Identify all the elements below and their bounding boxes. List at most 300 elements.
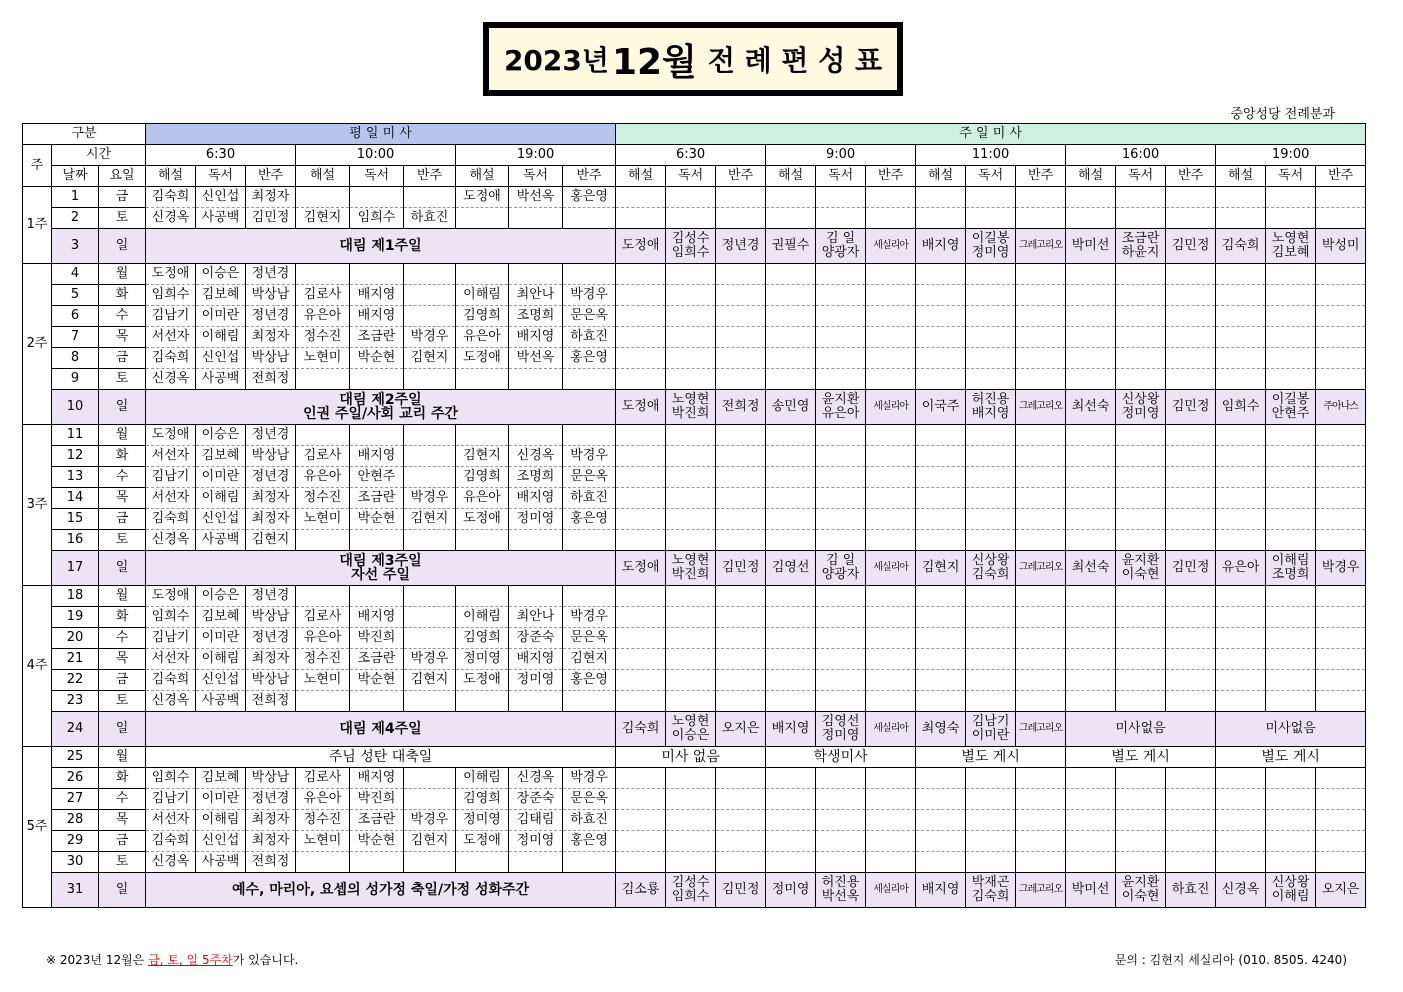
merged-text-line: 대림 제4주일: [339, 721, 422, 737]
assignment-cell: [404, 369, 456, 390]
date-cell: 13: [52, 467, 99, 488]
assignment-cell: [563, 852, 616, 873]
assignment-cell: 김숙희: [146, 187, 196, 208]
empty-cell: [1066, 768, 1116, 789]
assignment-cell: [456, 425, 509, 446]
empty-cell: [866, 691, 916, 712]
empty-cell: [1016, 327, 1066, 348]
empty-cell: [1016, 810, 1066, 831]
title-year: 2023년: [503, 44, 609, 77]
empty-cell: [966, 586, 1016, 607]
assignment-cell: 김현지: [404, 670, 456, 691]
empty-cell: [916, 285, 966, 306]
date-cell: 1: [52, 187, 99, 208]
empty-cell: [966, 628, 1016, 649]
assignment-cell: 유은아: [296, 467, 350, 488]
header-role: 독서: [1266, 166, 1316, 187]
empty-cell: [816, 530, 866, 551]
empty-cell: [816, 327, 866, 348]
empty-cell: [616, 530, 666, 551]
day-cell: 토: [99, 369, 146, 390]
empty-cell: [816, 187, 866, 208]
day-cell: 목: [99, 327, 146, 348]
assignment-cell: 배지영: [350, 768, 404, 789]
empty-cell: [1316, 530, 1366, 551]
empty-cell: [1066, 530, 1116, 551]
empty-cell: [666, 348, 716, 369]
empty-cell: [1116, 691, 1166, 712]
assignment-cell: [350, 691, 404, 712]
empty-cell: [816, 306, 866, 327]
assignment-cell: 정년경: [246, 425, 296, 446]
sunday-merged-cell: 별도 게시: [1216, 747, 1366, 768]
empty-cell: [666, 852, 716, 873]
assignment-cell: 이미란: [196, 467, 246, 488]
assignment-cell: 김로사: [296, 285, 350, 306]
empty-cell: [1166, 285, 1216, 306]
empty-cell: [966, 768, 1016, 789]
assignment-cell: 정미영: [509, 670, 563, 691]
empty-cell: [816, 768, 866, 789]
empty-cell: [1266, 586, 1316, 607]
day-cell: 수: [99, 306, 146, 327]
empty-cell: [1116, 264, 1166, 285]
empty-cell: [866, 285, 916, 306]
empty-cell: [1166, 810, 1216, 831]
empty-cell: [1016, 187, 1066, 208]
assignment-cell: [404, 264, 456, 285]
empty-cell: [1316, 467, 1366, 488]
assignment-cell: [456, 369, 509, 390]
table-row: [23, 810, 1403, 831]
date-cell: 31: [52, 873, 99, 908]
table-row: [23, 530, 1403, 551]
empty-cell: [916, 789, 966, 810]
empty-cell: [866, 327, 916, 348]
day-cell: 목: [99, 649, 146, 670]
assignment-cell: 정미영: [509, 509, 563, 530]
empty-cell: [716, 649, 766, 670]
assignment-cell: 박상남: [246, 446, 296, 467]
assignment-cell: 김현지: [404, 509, 456, 530]
assignment-cell: 문은옥: [563, 306, 616, 327]
assignment-cell: [563, 369, 616, 390]
assignment-cell: 박상남: [246, 348, 296, 369]
empty-cell: [816, 208, 866, 229]
empty-cell: [666, 628, 716, 649]
date-cell: 15: [52, 509, 99, 530]
assignment-cell: 조금란: [350, 810, 404, 831]
empty-cell: [616, 208, 666, 229]
header-role: 독서: [666, 166, 716, 187]
empty-cell: [1266, 789, 1316, 810]
empty-cell: [866, 670, 916, 691]
empty-cell: [1216, 467, 1266, 488]
empty-cell: [916, 327, 966, 348]
empty-cell: [716, 670, 766, 691]
assignment-cell: 조명희: [509, 467, 563, 488]
assignment-cell: [350, 852, 404, 873]
empty-cell: [916, 586, 966, 607]
assignment-cell: 전희정: [246, 369, 296, 390]
merged-text-line: 대림 제2주일: [339, 392, 422, 408]
empty-cell: [666, 586, 716, 607]
empty-cell: [766, 670, 816, 691]
assignment-cell: 최정자: [246, 187, 296, 208]
assignment-cell: 김숙희: [616, 712, 666, 747]
assignment-cell: 서선자: [146, 649, 196, 670]
assignment-cell: [509, 852, 563, 873]
header-weekday-time: 19:00: [456, 145, 616, 166]
assignment-cell: 정수진: [296, 327, 350, 348]
assignment-cell: 홍은영: [563, 187, 616, 208]
assignment-cell: [350, 369, 404, 390]
empty-cell: [1316, 607, 1366, 628]
assignment-cell: 김보혜: [196, 285, 246, 306]
header-sunday-time: 9:00: [766, 145, 916, 166]
empty-cell: [666, 488, 716, 509]
empty-cell: [1016, 607, 1066, 628]
date-cell: 9: [52, 369, 99, 390]
empty-cell: [816, 649, 866, 670]
day-cell: 토: [99, 208, 146, 229]
header-role: 독서: [196, 166, 246, 187]
sunday-merged-cell: 미사 없음: [616, 747, 766, 768]
empty-cell: [1066, 628, 1116, 649]
assignment-cell: 박진희: [350, 628, 404, 649]
assignment-cell: 그레고리오: [1016, 873, 1066, 908]
assignment-cell: 배지영: [350, 607, 404, 628]
empty-cell: [866, 306, 916, 327]
assignment-cell: 정년경: [246, 467, 296, 488]
assignment-cell: 송민영: [766, 390, 816, 425]
empty-cell: [1066, 649, 1116, 670]
assignment-cell: 도정애: [146, 425, 196, 446]
empty-cell: [1316, 768, 1366, 789]
empty-cell: [1066, 691, 1116, 712]
assignment-cell: 정년경: [716, 229, 766, 264]
date-cell: 10: [52, 390, 99, 425]
empty-cell: [816, 369, 866, 390]
page-title: [487, 26, 899, 92]
assignment-cell: 조금란: [350, 488, 404, 509]
assignment-cell: 배지영: [766, 712, 816, 747]
empty-cell: [816, 852, 866, 873]
date-cell: 27: [52, 789, 99, 810]
empty-cell: [866, 831, 916, 852]
empty-cell: [1266, 187, 1316, 208]
day-cell: 화: [99, 607, 146, 628]
assignment-cell: 이해림: [196, 327, 246, 348]
assignment-cell: 세실리아: [866, 551, 916, 586]
assignment-cell: [456, 586, 509, 607]
empty-cell: [1266, 810, 1316, 831]
empty-cell: [1016, 586, 1066, 607]
empty-cell: [1066, 446, 1116, 467]
assignment-cell: 김현지: [404, 831, 456, 852]
day-cell: 금: [99, 670, 146, 691]
assignment-cell: 홍은영: [563, 509, 616, 530]
assignment-cell: [296, 264, 350, 285]
empty-cell: [1016, 306, 1066, 327]
assignment-cell: 임희수: [146, 285, 196, 306]
assignment-cell: 김숙희: [146, 670, 196, 691]
empty-cell: [1316, 810, 1366, 831]
assignment-cell: [563, 691, 616, 712]
empty-cell: [1316, 789, 1366, 810]
empty-cell: [1316, 831, 1366, 852]
empty-cell: [1166, 208, 1216, 229]
empty-cell: [1266, 369, 1316, 390]
assignment-cell: 박성미: [1316, 229, 1366, 264]
empty-cell: [1216, 586, 1266, 607]
day-cell: 목: [99, 810, 146, 831]
empty-cell: [866, 208, 916, 229]
day-cell: 일: [99, 229, 146, 264]
empty-cell: [816, 264, 866, 285]
assignment-cell: 세실리아: [866, 712, 916, 747]
empty-cell: [1216, 628, 1266, 649]
empty-cell: [766, 446, 816, 467]
assignment-cell: 김영희: [456, 306, 509, 327]
empty-cell: [1266, 852, 1316, 873]
table-row: [23, 628, 1403, 649]
empty-cell: [716, 852, 766, 873]
day-cell: 일: [99, 551, 146, 586]
assignment-cell: 윤지환 유은아: [816, 390, 866, 425]
empty-cell: [1116, 369, 1166, 390]
assignment-cell: [404, 628, 456, 649]
assignment-cell: 임희수: [1216, 390, 1266, 425]
assignment-cell: 신인섭: [196, 509, 246, 530]
day-cell: 화: [99, 446, 146, 467]
empty-cell: [1316, 691, 1366, 712]
week-label: 3주: [23, 425, 52, 586]
assignment-cell: 서선자: [146, 327, 196, 348]
empty-cell: [1216, 187, 1266, 208]
assignment-cell: 이승은: [196, 586, 246, 607]
assignment-cell: 신경옥: [1216, 873, 1266, 908]
assignment-cell: 김남기: [146, 628, 196, 649]
empty-cell: [1166, 509, 1216, 530]
title-month: 12월: [611, 41, 697, 83]
merged-text-line: 인권 주일/사회 교리 주간: [303, 406, 459, 422]
empty-cell: [616, 628, 666, 649]
date-cell: 17: [52, 551, 99, 586]
day-cell: 일: [99, 873, 146, 908]
empty-cell: [1316, 369, 1366, 390]
assignment-cell: 유은아: [296, 306, 350, 327]
empty-cell: [616, 509, 666, 530]
date-cell: 7: [52, 327, 99, 348]
empty-cell: [966, 530, 1016, 551]
empty-cell: [966, 467, 1016, 488]
assignment-cell: [404, 530, 456, 551]
empty-cell: [916, 187, 966, 208]
assignment-cell: 노현미: [296, 509, 350, 530]
empty-cell: [716, 208, 766, 229]
empty-cell: [1116, 831, 1166, 852]
day-cell: 월: [99, 586, 146, 607]
assignment-cell: 사공백: [196, 208, 246, 229]
day-cell: 화: [99, 768, 146, 789]
day-cell: 월: [99, 264, 146, 285]
empty-cell: [1116, 530, 1166, 551]
empty-cell: [716, 607, 766, 628]
header-role: 해설: [766, 166, 816, 187]
empty-cell: [1116, 586, 1166, 607]
empty-cell: [1016, 285, 1066, 306]
empty-cell: [1066, 425, 1116, 446]
empty-cell: [1316, 306, 1366, 327]
assignment-cell: 김보혜: [196, 768, 246, 789]
empty-cell: [1066, 467, 1116, 488]
assignment-cell: 최정자: [246, 649, 296, 670]
empty-cell: [666, 369, 716, 390]
assignment-cell: [350, 425, 404, 446]
empty-cell: [1166, 789, 1216, 810]
empty-cell: [1266, 488, 1316, 509]
empty-cell: [1066, 187, 1116, 208]
empty-cell: [1016, 509, 1066, 530]
empty-cell: [866, 488, 916, 509]
empty-cell: [1166, 306, 1216, 327]
assignment-cell: [456, 208, 509, 229]
empty-cell: [1216, 670, 1266, 691]
empty-cell: [966, 691, 1016, 712]
empty-cell: [1166, 607, 1216, 628]
assignment-cell: 도정애: [456, 187, 509, 208]
assignment-cell: 문은옥: [563, 628, 616, 649]
assignment-cell: 박재곤 김숙희: [966, 873, 1016, 908]
empty-cell: [716, 810, 766, 831]
empty-cell: [1116, 852, 1166, 873]
empty-cell: [816, 810, 866, 831]
date-cell: 21: [52, 649, 99, 670]
empty-cell: [666, 509, 716, 530]
empty-cell: [616, 670, 666, 691]
empty-cell: [616, 789, 666, 810]
weekday-merged-cell: [146, 229, 616, 264]
assignment-cell: 이미란: [196, 306, 246, 327]
assignment-cell: 김현지: [563, 649, 616, 670]
assignment-cell: [563, 208, 616, 229]
assignment-cell: 김민정: [1166, 390, 1216, 425]
empty-cell: [766, 831, 816, 852]
empty-cell: [1266, 208, 1316, 229]
assignment-cell: 이국주: [916, 390, 966, 425]
empty-cell: [1166, 628, 1216, 649]
empty-cell: [1066, 509, 1116, 530]
assignment-cell: 김영희: [456, 467, 509, 488]
empty-cell: [1166, 670, 1216, 691]
empty-cell: [1266, 467, 1316, 488]
table-row: [23, 509, 1403, 530]
empty-cell: [1216, 285, 1266, 306]
header-weekday-time: 6:30: [146, 145, 296, 166]
empty-cell: [1116, 306, 1166, 327]
empty-cell: [1266, 509, 1316, 530]
empty-cell: [716, 467, 766, 488]
assignment-cell: 전희정: [246, 852, 296, 873]
empty-cell: [866, 628, 916, 649]
empty-cell: [616, 285, 666, 306]
empty-cell: [916, 446, 966, 467]
assignment-cell: 최선숙: [1066, 390, 1116, 425]
assignment-cell: 정수진: [296, 810, 350, 831]
assignment-cell: 김민정: [716, 551, 766, 586]
empty-cell: [1216, 369, 1266, 390]
header-date: 날짜: [52, 166, 99, 187]
assignment-cell: 김소룡: [616, 873, 666, 908]
assignment-cell: 세실리아: [866, 390, 916, 425]
header-role: 반주: [1316, 166, 1366, 187]
empty-cell: [1316, 628, 1366, 649]
empty-cell: [616, 649, 666, 670]
empty-cell: [1066, 348, 1116, 369]
empty-cell: [966, 306, 1016, 327]
empty-cell: [866, 649, 916, 670]
table-row: [23, 166, 1403, 187]
assignment-cell: 신경옥: [146, 530, 196, 551]
empty-cell: [1116, 425, 1166, 446]
assignment-cell: 조명희: [509, 306, 563, 327]
empty-cell: [716, 691, 766, 712]
assignment-cell: 하효진: [563, 810, 616, 831]
assignment-cell: 도정애: [456, 348, 509, 369]
weekday-merged-cell: [146, 551, 616, 586]
assignment-cell: 세실리아: [866, 873, 916, 908]
empty-cell: [1216, 425, 1266, 446]
assignment-cell: [404, 586, 456, 607]
assignment-cell: 최정자: [246, 488, 296, 509]
assignment-cell: 이승은: [196, 264, 246, 285]
empty-cell: [616, 810, 666, 831]
empty-cell: [966, 607, 1016, 628]
assignment-cell: [350, 530, 404, 551]
day-cell: 일: [99, 712, 146, 747]
empty-cell: [916, 768, 966, 789]
table-row: [23, 187, 1403, 208]
table-row: [23, 306, 1403, 327]
empty-cell: [1216, 306, 1266, 327]
assignment-cell: 노영현 박진희: [666, 390, 716, 425]
empty-cell: [1266, 425, 1316, 446]
empty-cell: [1166, 852, 1216, 873]
empty-cell: [1266, 285, 1316, 306]
day-cell: 월: [99, 747, 146, 768]
weekday-merged-cell: [146, 747, 616, 768]
assignment-cell: 김 일 양광자: [816, 551, 866, 586]
empty-cell: [1016, 530, 1066, 551]
assignment-cell: 김성수 임희수: [666, 873, 716, 908]
empty-cell: [766, 649, 816, 670]
empty-cell: [766, 691, 816, 712]
empty-cell: [766, 285, 816, 306]
empty-cell: [916, 691, 966, 712]
assignment-cell: 이해림: [456, 607, 509, 628]
assignment-cell: [404, 187, 456, 208]
header-role: 반주: [716, 166, 766, 187]
assignment-cell: 그레고리오: [1016, 390, 1066, 425]
empty-cell: [1116, 670, 1166, 691]
assignment-cell: [456, 264, 509, 285]
empty-cell: [616, 264, 666, 285]
assignment-cell: 이해림: [456, 285, 509, 306]
header-role: 반주: [1166, 166, 1216, 187]
assignment-cell: 최정자: [246, 509, 296, 530]
assignment-cell: 배지영: [916, 229, 966, 264]
